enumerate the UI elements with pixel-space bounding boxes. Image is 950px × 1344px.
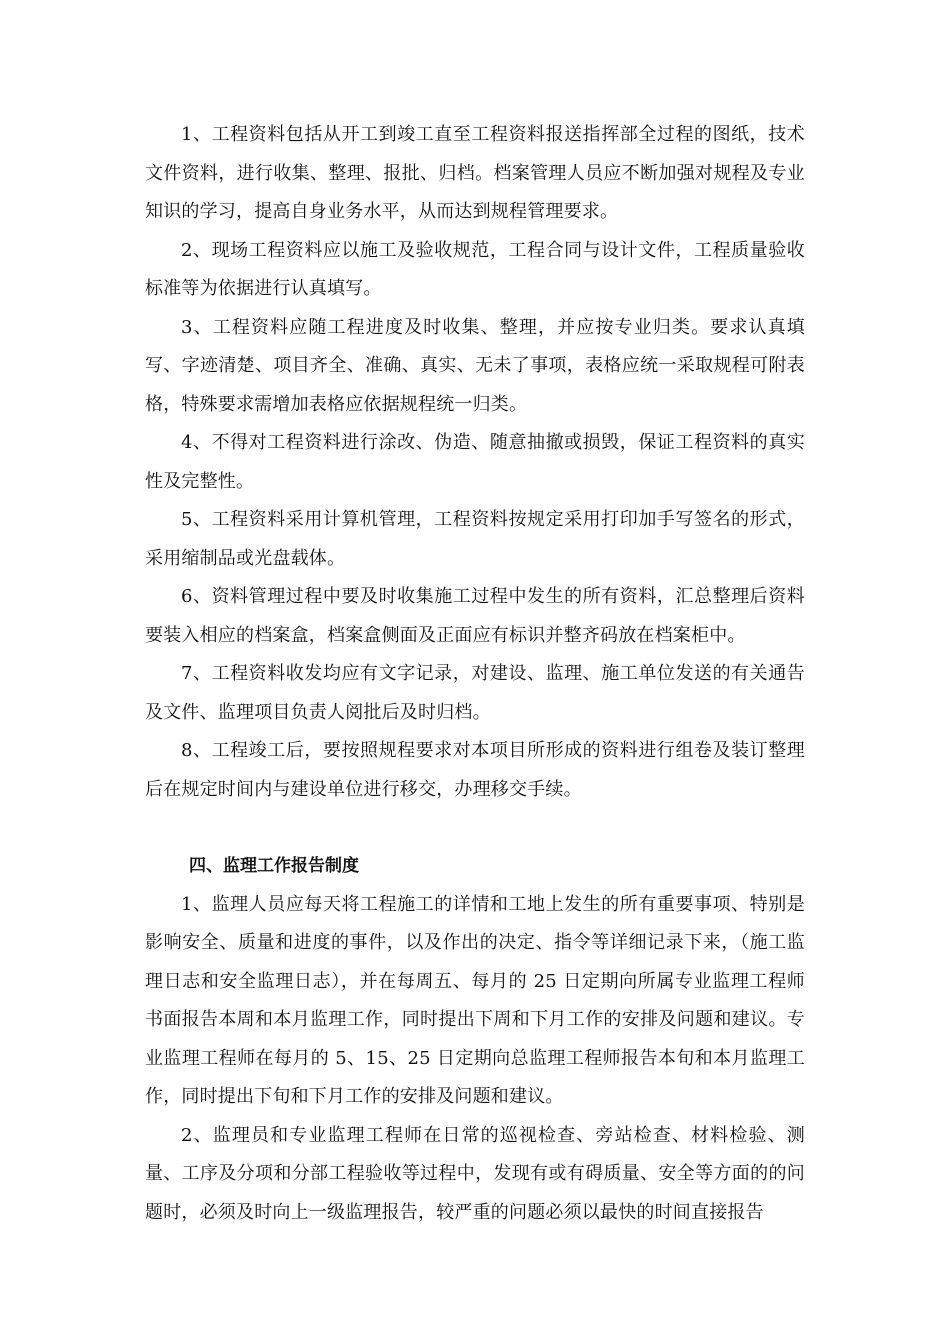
reporting-rule-1: 1、监理人员应每天将工程施工的详情和工地上发生的所有重要事项、特别是影响安全、质量和进度的事件，以及作出的决定、指令等详细记录下来，（施工监理日志和安全监理日志），并在每周五、每月的 25 日定期向所属专业监理工程师书面报告本周和本月监理工作，同时提出下周和下月工作的安排及问题和建议。专业监理工程师在每月的 5、15、25 日定期向总监理工程师报告本旬和本月监理工作，同时提出下旬和下月工作的安排及问题和建议。 bbox=[145, 893, 805, 1107]
archive-rule-2: 2、现场工程资料应以施工及验收规范，工程合同与设计文件，工程质量验收标准等为依据进行认真填写。 bbox=[145, 239, 805, 299]
document-body bbox=[145, 116, 805, 1232]
archive-rule-8: 8、工程竣工后，要按照规程要求对本项目所形成的资料进行组卷及装订整理后在规定时间内与建设单位进行移交，办理移交手续。 bbox=[145, 740, 805, 800]
archive-rule-1: 1、工程资料包括从开工到竣工直至工程资料报送指挥部全过程的图纸，技术文件资料，进行收集、整理、报批、归档。档案管理人员应不断加强对规程及专业知识的学习，提高自身业务水平，从而达到规程管理要求。 bbox=[145, 124, 805, 222]
section-heading-reporting: 四、监理工作报告制度 bbox=[189, 856, 359, 876]
archive-rule-4: 4、不得对工程资料进行涂改、伪造、随意抽撤或损毁，保证工程资料的真实性及完整性。 bbox=[145, 432, 805, 492]
archive-rule-6: 6、资料管理过程中要及时收集施工过程中发生的所有资料，汇总整理后资料要装入相应的档案盒，档案盒侧面及正面应有标识并整齐码放在档案柜中。 bbox=[145, 586, 805, 646]
archive-rule-5: 5、工程资料采用计算机管理，工程资料按规定采用打印加手写签名的形式，采用缩制品或光盘载体。 bbox=[145, 509, 805, 569]
archive-rule-7: 7、工程资料收发均应有文字记录，对建设、监理、施工单位发送的有关通告及文件、监理项目负责人阅批后及时归档。 bbox=[145, 663, 805, 723]
reporting-rule-2: 2、监理员和专业监理工程师在日常的巡视检查、旁站检查、材料检验、测量、工序及分项和分部工程验收等过程中，发现有或有碍质量、安全等方面的的问题时，必须及时向上一级监理报告，较严重的问题必须以最快的时间直接报告 bbox=[145, 1124, 805, 1223]
archive-rule-3: 3、工程资料应随工程进度及时收集、整理，并应按专业归类。要求认真填写、字迹清楚、项目齐全、准确、真实、无未了事项，表格应统一采取规程可附表格，特殊要求需增加表格应依据规程统一归类。 bbox=[145, 316, 805, 415]
